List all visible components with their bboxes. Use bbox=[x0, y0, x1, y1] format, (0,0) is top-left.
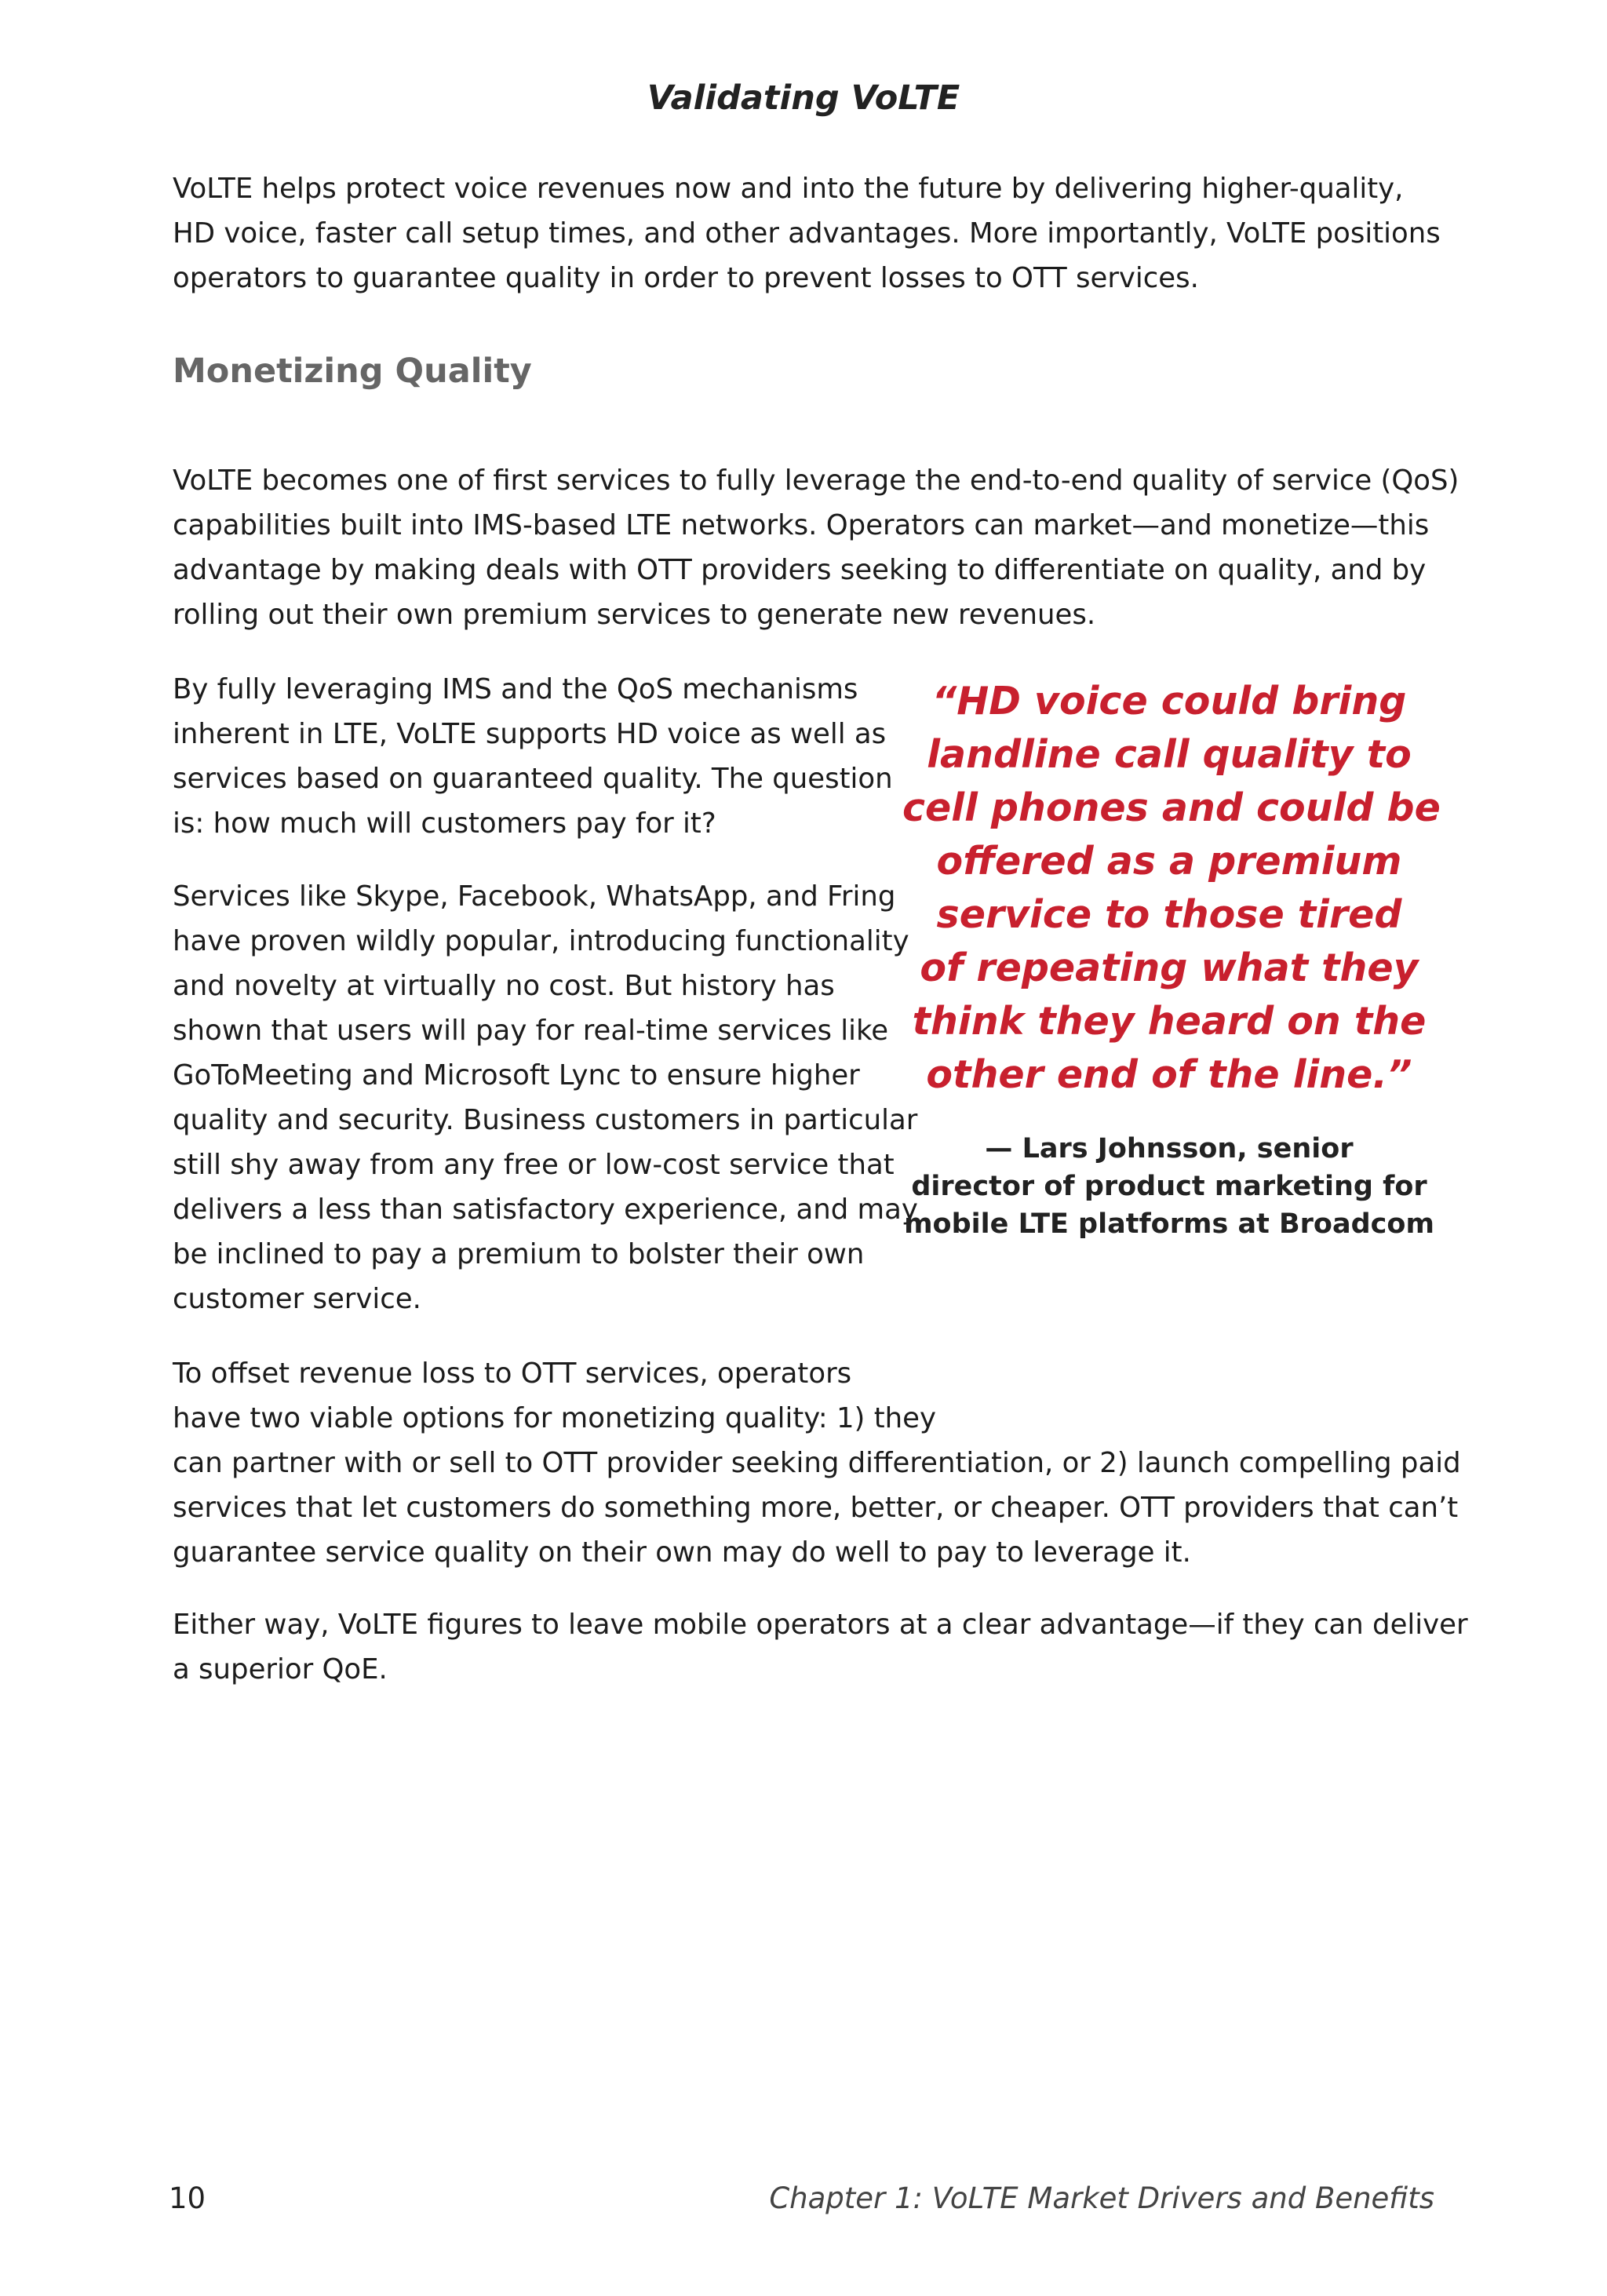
attribution-line: director of product marketing for bbox=[911, 1171, 1427, 1202]
pull-quote bbox=[902, 675, 1441, 1102]
text-line: services based on guaranteed quality. The question bbox=[173, 763, 893, 795]
text-line: inherent in LTE, VoLTE supports HD voice as well as bbox=[173, 718, 887, 750]
body-paragraph-4 bbox=[173, 1351, 1461, 1575]
text-line: VoLTE helps protect voice revenues now and into the future by delivering higher-quality, bbox=[173, 173, 1404, 205]
quote-attribution bbox=[902, 1130, 1436, 1243]
text-line: is: how much will customers pay for it? bbox=[173, 807, 716, 840]
text-line: GoToMeeting and Microsoft Lync to ensure higher bbox=[173, 1059, 860, 1092]
text-line: be inclined to pay a premium to bolster their own bbox=[173, 1238, 865, 1270]
body-paragraph-5 bbox=[173, 1602, 1468, 1692]
text-line: delivers a less than satisfactory experience, and may bbox=[173, 1194, 918, 1226]
text-line: VoLTE becomes one of first services to fully leverage the end-to-end quality of service (QoS) bbox=[173, 465, 1459, 497]
text-line: Services like Skype, Facebook, WhatsApp, and Fring bbox=[173, 880, 896, 913]
body-paragraph-1 bbox=[173, 458, 1459, 637]
text-line: a superior QoE. bbox=[173, 1653, 388, 1686]
text-line: Either way, VoLTE figures to leave mobile operators at a clear advantage—if they can deliver bbox=[173, 1609, 1468, 1641]
text-line: rolling out their own premium services to generate new revenues. bbox=[173, 599, 1096, 631]
text-line: quality and security. Business customers in particular bbox=[173, 1104, 918, 1136]
text-line: advantage by making deals with OTT providers seeking to differentiate on quality, and by bbox=[173, 554, 1427, 586]
quote-line: landline call quality to bbox=[927, 732, 1412, 777]
text-line: and novelty at virtually no cost. But history has bbox=[173, 970, 835, 1002]
body-paragraph-2 bbox=[173, 667, 910, 846]
quote-line: “HD voice could bring bbox=[931, 679, 1407, 723]
quote-line: think they heard on the bbox=[912, 999, 1427, 1044]
quote-line: other end of the line.” bbox=[926, 1052, 1412, 1097]
text-line: guarantee service quality on their own may do well to pay to leverage it. bbox=[173, 1536, 1191, 1569]
attribution-line: mobile LTE platforms at Broadcom bbox=[904, 1208, 1434, 1240]
text-line: HD voice, faster call setup times, and other advantages. More importantly, VoLTE positions bbox=[173, 217, 1441, 250]
quote-line: of repeating what they bbox=[920, 946, 1419, 990]
intro-paragraph bbox=[173, 166, 1444, 301]
text-line: still shy away from any free or low-cost service that bbox=[173, 1149, 895, 1181]
quote-line: cell phones and could be bbox=[902, 785, 1441, 830]
quote-line: offered as a premium bbox=[936, 839, 1402, 884]
text-line: By fully leveraging IMS and the QoS mechanisms bbox=[173, 673, 858, 705]
body-paragraph-3 bbox=[173, 874, 918, 1321]
attribution-line: — Lars Johnsson, senior bbox=[985, 1133, 1354, 1164]
page-header-title: Validating VoLTE bbox=[647, 78, 960, 118]
text-line: customer service. bbox=[173, 1283, 421, 1315]
text-line: services that let customers do something more, better, or cheaper. OTT providers that can’t bbox=[173, 1492, 1459, 1524]
text-line: can partner with or sell to OTT provider seeking differentiation, or 2) launch compelling paid bbox=[173, 1447, 1461, 1479]
text-line: operators to guarantee quality in order to prevent losses to OTT services. bbox=[173, 262, 1199, 294]
text-line: To offset revenue loss to OTT services, operators bbox=[173, 1358, 852, 1390]
chapter-footer: Chapter 1: VoLTE Market Drivers and Benefits bbox=[769, 2181, 1434, 2215]
text-line: have two viable options for monetizing quality: 1) they bbox=[173, 1402, 936, 1434]
quote-line: service to those tired bbox=[936, 892, 1402, 937]
text-line: capabilities built into IMS-based LTE networks. Operators can market—and monetize—this bbox=[173, 509, 1430, 541]
text-line: have proven wildly popular, introducing functionality bbox=[173, 925, 909, 957]
page-number: 10 bbox=[169, 2181, 206, 2215]
section-heading: Monetizing Quality bbox=[173, 352, 532, 391]
text-line: shown that users will pay for real-time services like bbox=[173, 1015, 889, 1047]
